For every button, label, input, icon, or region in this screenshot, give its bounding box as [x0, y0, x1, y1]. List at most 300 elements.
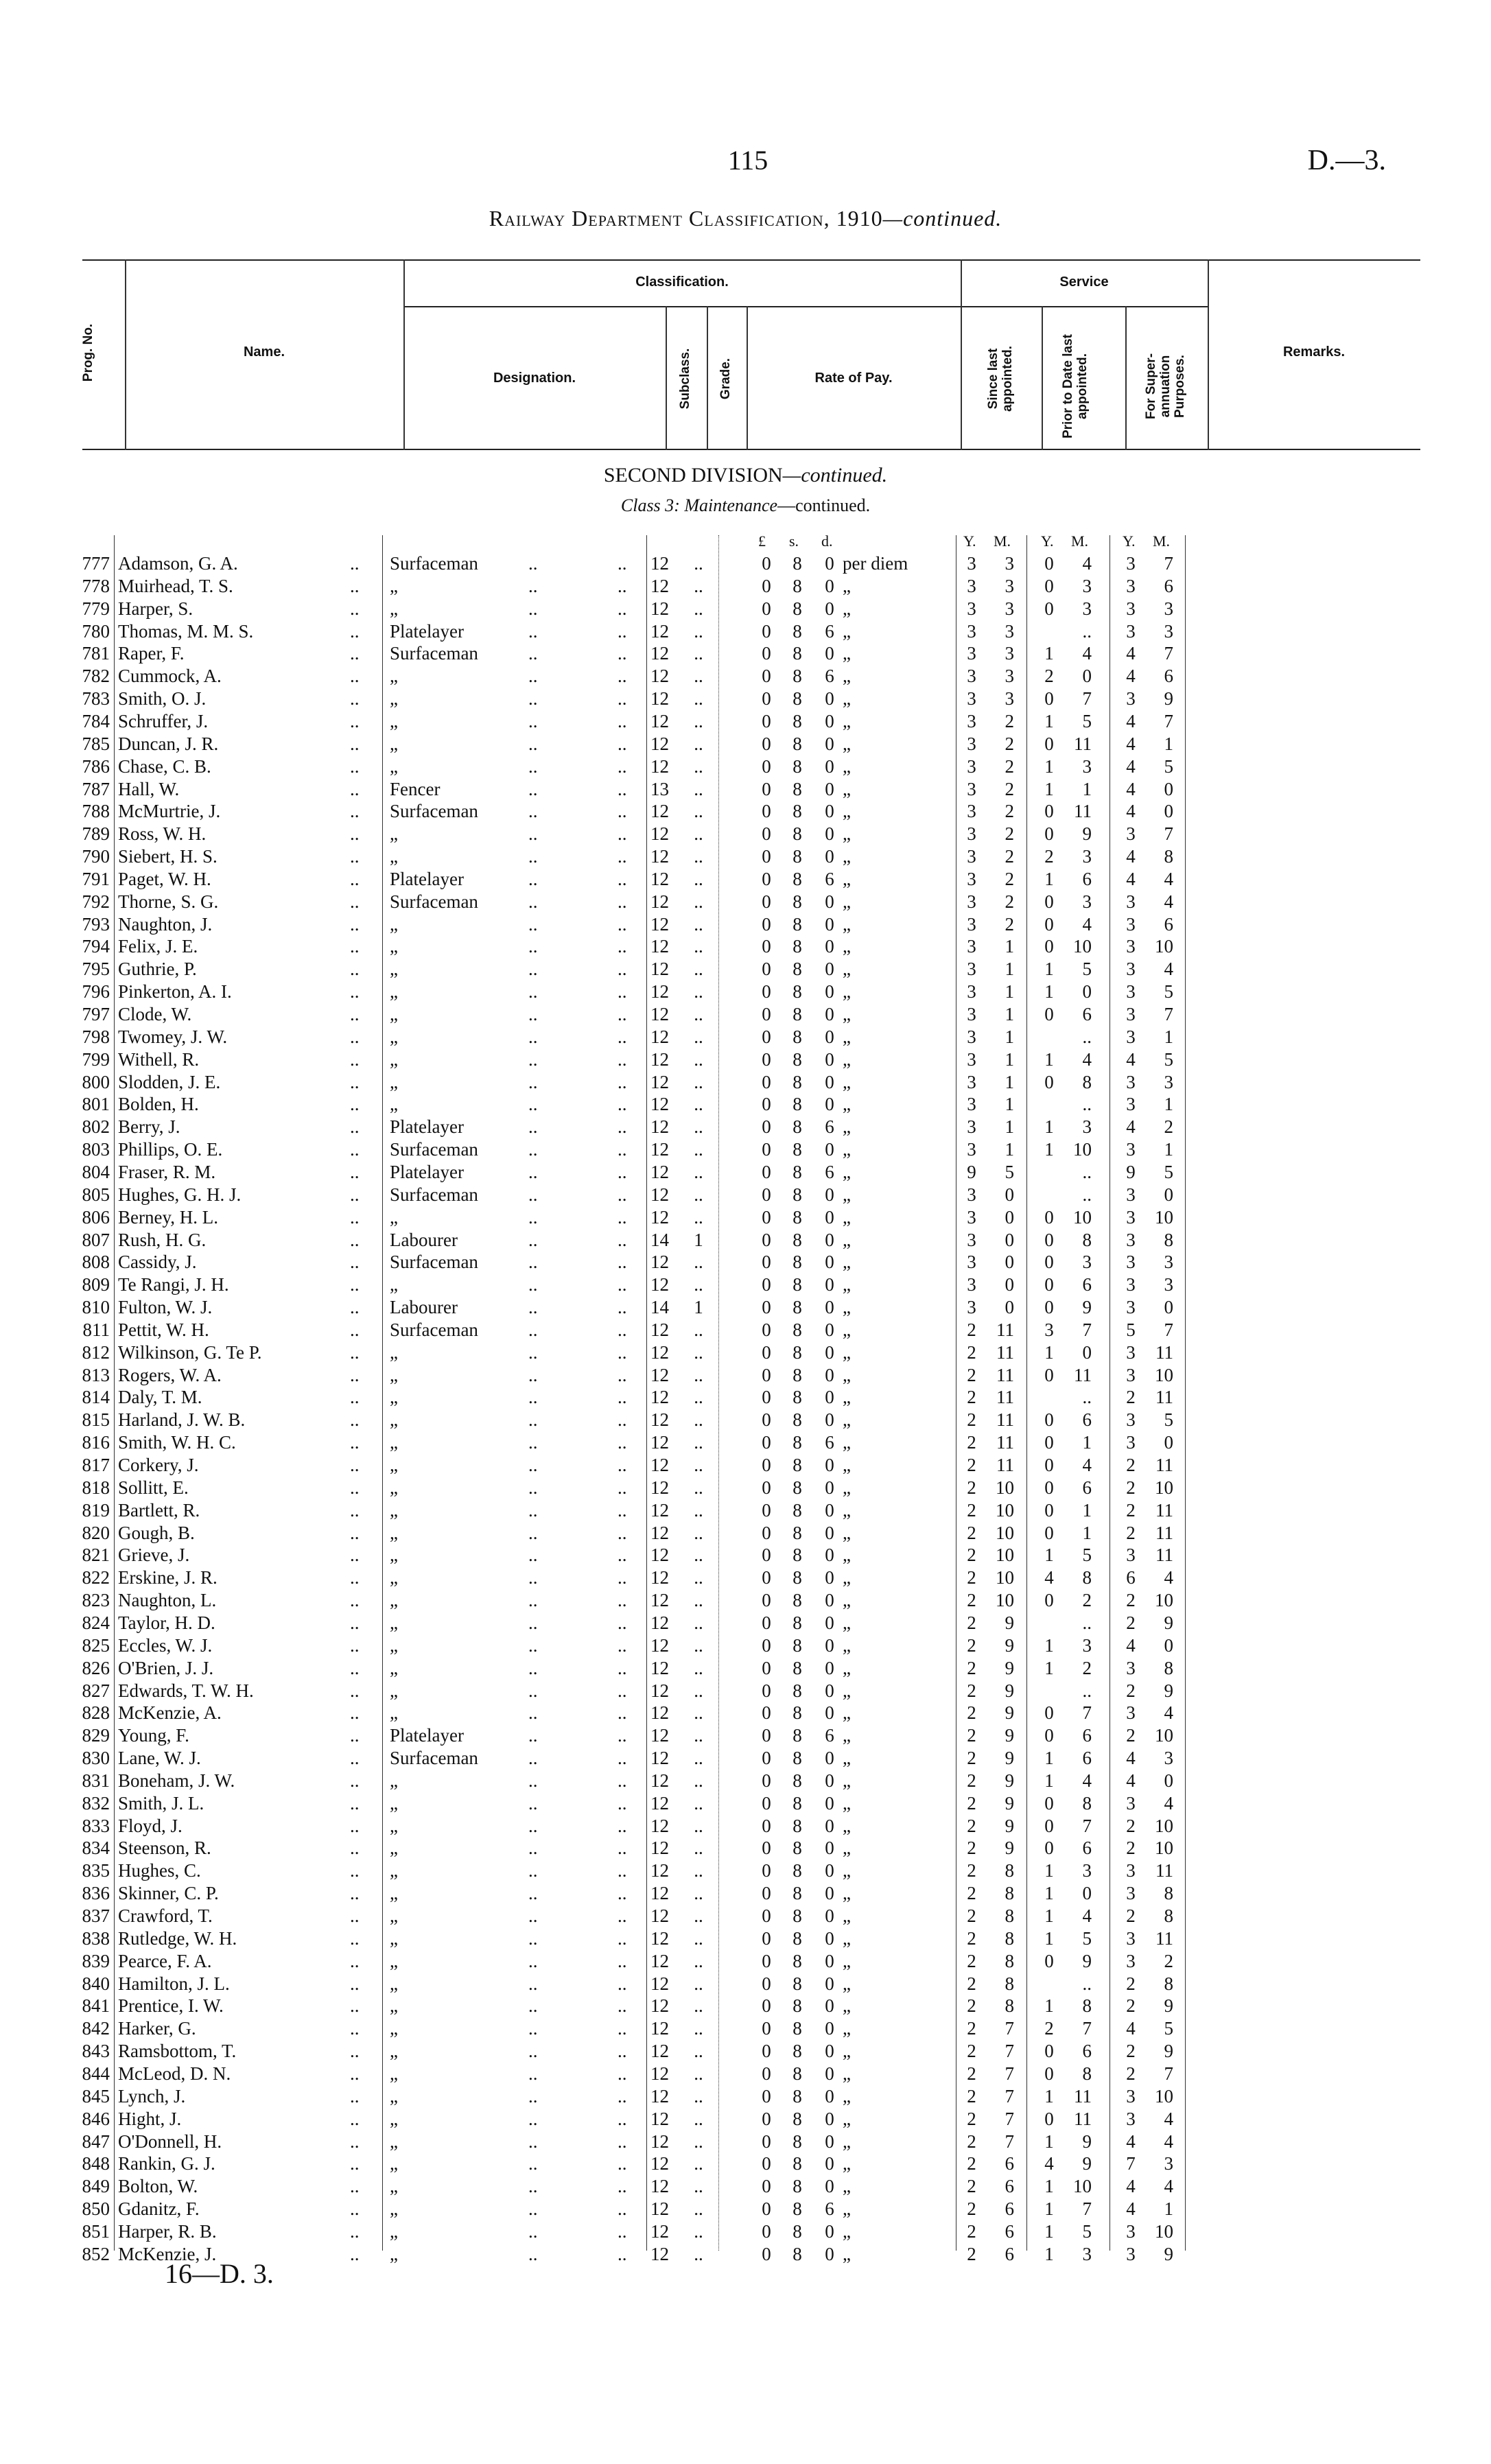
designation: „ — [390, 1274, 398, 1295]
prog-number: 808 — [82, 1252, 110, 1273]
since-years: 2 — [967, 1319, 976, 1340]
leader-dots: .. — [528, 575, 538, 596]
grade: 12 — [650, 666, 669, 687]
prog-number: 829 — [82, 1725, 110, 1746]
grade: 12 — [650, 1883, 669, 1904]
designation: Fencer — [390, 778, 441, 799]
subclass: .. — [694, 868, 703, 889]
subclass: .. — [694, 1748, 703, 1769]
leader-dots: .. — [618, 643, 627, 664]
prior-months: 1 — [1082, 1432, 1092, 1453]
leader-dots: .. — [618, 1612, 627, 1633]
leader-dots: .. — [618, 710, 627, 731]
designation: „ — [390, 666, 398, 687]
designation: „ — [390, 1927, 398, 1949]
rate-period: „ — [843, 1499, 851, 1521]
subclass: .. — [694, 553, 703, 574]
rate-period: „ — [843, 1252, 851, 1273]
rate-shillings: 8 — [793, 1026, 802, 1047]
designation: „ — [390, 1567, 398, 1588]
designation: Surfaceman — [390, 1252, 478, 1273]
prog-number: 819 — [82, 1499, 110, 1521]
rate-pence: 0 — [825, 913, 834, 935]
super-years: 4 — [1126, 755, 1136, 777]
prog-number: 797 — [82, 1004, 110, 1024]
designation: „ — [390, 1026, 398, 1047]
prog-number: 782 — [82, 666, 110, 687]
table-row — [0, 1431, 1491, 1454]
prior-months: 9 — [1082, 1950, 1092, 1971]
prog-number: 850 — [82, 2198, 110, 2220]
subclass: .. — [694, 1770, 703, 1791]
prior-years: 1 — [1044, 981, 1054, 1002]
since-months: 9 — [1005, 1634, 1014, 1656]
prior-years: 0 — [1044, 2063, 1054, 2084]
super-years: 4 — [1126, 778, 1136, 799]
prog-number: 820 — [82, 1522, 110, 1543]
super-months: 0 — [1164, 1770, 1173, 1791]
header-divider — [666, 306, 667, 450]
super-years: 3 — [1126, 823, 1136, 845]
prior-years: 4 — [1044, 1567, 1054, 1588]
rate-pounds: 0 — [762, 1748, 771, 1769]
employee-name: Sollitt, E. — [118, 1477, 189, 1498]
table-row — [0, 688, 1491, 710]
rate-pence: 0 — [825, 1950, 834, 1971]
rate-pence: 0 — [825, 553, 834, 574]
leader-dots: .. — [618, 1094, 627, 1115]
table-row — [0, 2085, 1491, 2108]
prog-number: 795 — [82, 959, 110, 980]
leader-dots: .. — [618, 1590, 627, 1611]
prog-number: 779 — [82, 598, 110, 619]
rate-pounds: 0 — [762, 2198, 771, 2220]
rate-shillings: 8 — [793, 1455, 802, 1475]
prior-months: 6 — [1082, 1274, 1092, 1295]
designation: „ — [390, 1364, 398, 1385]
super-months: 10 — [1155, 1364, 1173, 1385]
since-months: 2 — [1005, 710, 1014, 731]
super-years: 4 — [1126, 710, 1136, 731]
prior-years: 0 — [1044, 1950, 1054, 1971]
table-row — [0, 845, 1491, 868]
rate-period: „ — [843, 1590, 851, 1611]
subclass: .. — [694, 1973, 703, 1994]
prior-months: .. — [1082, 1973, 1092, 1994]
since-years: 3 — [967, 1229, 976, 1250]
super-years: 4 — [1126, 2018, 1136, 2039]
leader-dots: .. — [618, 1319, 627, 1340]
rate-pence: 0 — [825, 801, 834, 822]
since-months: 2 — [1005, 778, 1014, 799]
grade: 14 — [650, 1297, 669, 1318]
employee-name: McMurtrie, J. — [118, 801, 221, 822]
designation: Surfaceman — [390, 1319, 478, 1340]
rate-pence: 0 — [825, 1567, 834, 1588]
employee-name: O'Brien, J. J. — [118, 1657, 214, 1678]
prior-months: 3 — [1082, 1634, 1092, 1656]
designation: „ — [390, 1995, 398, 2017]
subclass: .. — [694, 710, 703, 731]
leader-dots: .. — [528, 1206, 538, 1228]
table-row — [0, 1341, 1491, 1364]
super-months: 10 — [1155, 1815, 1173, 1836]
super-years: 3 — [1126, 2220, 1136, 2242]
leader-dots: .. — [618, 1341, 627, 1363]
rate-period: „ — [843, 1612, 851, 1633]
table-row — [0, 1364, 1491, 1387]
rate-period: „ — [843, 1094, 851, 1115]
rate-pence: 6 — [825, 620, 834, 642]
leader-dots: .. — [528, 1387, 538, 1408]
leader-dots: .. — [528, 710, 538, 731]
leader-dots: .. — [528, 2041, 538, 2062]
table-row — [0, 868, 1491, 891]
super-months: 3 — [1164, 1748, 1173, 1769]
rate-period: „ — [843, 823, 851, 845]
prior-years: 3 — [1044, 1319, 1054, 1340]
title-main: Railway Department Classification, 1910 — [489, 206, 883, 231]
leader-dots: .. — [528, 1883, 538, 1904]
leader-dots: .. — [350, 1004, 360, 1024]
unit-shillings: s. — [789, 532, 799, 550]
since-years: 3 — [967, 575, 976, 596]
subclass: .. — [694, 2131, 703, 2152]
prior-months: 6 — [1082, 868, 1092, 889]
table-row — [0, 1138, 1491, 1161]
rate-shillings: 8 — [793, 2198, 802, 2220]
rate-pence: 0 — [825, 1319, 834, 1340]
rate-period: „ — [843, 959, 851, 980]
prog-number: 840 — [82, 1973, 110, 1994]
grade: 12 — [650, 868, 669, 889]
rate-pounds: 0 — [762, 1139, 771, 1160]
rate-pounds: 0 — [762, 733, 771, 754]
employee-name: Felix, J. E. — [118, 936, 198, 957]
rate-shillings: 8 — [793, 1680, 802, 1701]
since-months: 0 — [1005, 1184, 1014, 1205]
since-years: 3 — [967, 620, 976, 642]
employee-name: McKenzie, A. — [118, 1702, 222, 1724]
employee-name: Hamilton, J. L. — [118, 1973, 230, 1994]
leader-dots: .. — [528, 1545, 538, 1566]
designation: „ — [390, 1973, 398, 1994]
rate-period: „ — [843, 1883, 851, 1904]
designation: „ — [390, 1477, 398, 1498]
leader-dots: .. — [528, 1026, 538, 1047]
since-months: 9 — [1005, 1838, 1014, 1859]
grade: 13 — [650, 778, 669, 799]
rate-pence: 0 — [825, 2220, 834, 2242]
employee-name: Lane, W. J. — [118, 1748, 201, 1769]
table-row — [0, 1206, 1491, 1229]
leader-dots: .. — [528, 2220, 538, 2242]
since-months: 0 — [1005, 1252, 1014, 1273]
designation: „ — [390, 575, 398, 596]
header-rate-of-pay: Rate of Pay. — [814, 371, 893, 386]
prog-number: 826 — [82, 1657, 110, 1678]
rate-pence: 0 — [825, 733, 834, 754]
prior-years: 0 — [1044, 1792, 1054, 1814]
leader-dots: .. — [528, 1522, 538, 1543]
since-years: 2 — [967, 2108, 976, 2129]
grade: 12 — [650, 1094, 669, 1115]
prior-years: 0 — [1044, 1274, 1054, 1295]
grade: 12 — [650, 1792, 669, 1814]
subclass: .. — [694, 1590, 703, 1611]
leader-dots: .. — [350, 1770, 360, 1791]
rate-period: „ — [843, 710, 851, 731]
rate-pounds: 0 — [762, 1522, 771, 1543]
employee-name: Fraser, R. M. — [118, 1161, 216, 1182]
rate-shillings: 8 — [793, 1048, 802, 1070]
rate-period: „ — [843, 598, 851, 619]
leader-dots: .. — [350, 620, 360, 642]
rate-pounds: 0 — [762, 1071, 771, 1092]
rate-pence: 6 — [825, 1161, 834, 1182]
grade: 12 — [650, 1770, 669, 1791]
leader-dots: .. — [528, 2108, 538, 2129]
since-years: 3 — [967, 891, 976, 912]
rate-pounds: 0 — [762, 936, 771, 957]
since-months: 11 — [996, 1409, 1014, 1431]
rate-pounds: 0 — [762, 1387, 771, 1408]
table-row — [0, 1386, 1491, 1409]
prog-number: 778 — [82, 575, 110, 596]
grade: 12 — [650, 2018, 669, 2039]
designation: „ — [390, 2131, 398, 2152]
super-months: 11 — [1155, 1860, 1173, 1881]
rate-period: „ — [843, 2108, 851, 2129]
since-months: 3 — [1005, 688, 1014, 709]
rate-pence: 0 — [825, 1184, 834, 1205]
prior-months: 8 — [1082, 1567, 1092, 1588]
subclass: .. — [694, 1455, 703, 1475]
rate-shillings: 8 — [793, 1567, 802, 1588]
leader-dots: .. — [618, 688, 627, 709]
prog-number: 798 — [82, 1026, 110, 1047]
rate-period: „ — [843, 1770, 851, 1791]
super-years: 4 — [1126, 2131, 1136, 2152]
grade: 12 — [650, 1815, 669, 1836]
employee-name: Cassidy, J. — [118, 1252, 197, 1273]
since-years: 2 — [967, 1634, 976, 1656]
leader-dots: .. — [618, 868, 627, 889]
super-years: 4 — [1126, 643, 1136, 664]
super-years: 3 — [1126, 1229, 1136, 1250]
header-designation: Designation. — [493, 371, 576, 386]
prior-years: 0 — [1044, 936, 1054, 957]
rate-period: „ — [843, 1297, 851, 1318]
super-years: 4 — [1126, 2198, 1136, 2220]
rate-shillings: 8 — [793, 1860, 802, 1881]
table-row — [0, 2017, 1491, 2040]
leader-dots: .. — [618, 1634, 627, 1656]
prior-years: 0 — [1044, 1229, 1054, 1250]
prior-years: 0 — [1044, 733, 1054, 754]
since-months: 6 — [1005, 2153, 1014, 2174]
prog-number: 849 — [82, 2176, 110, 2197]
since-years: 3 — [967, 1297, 976, 1318]
rate-pounds: 0 — [762, 2131, 771, 2152]
super-months: 4 — [1164, 1792, 1173, 1814]
leader-dots: .. — [528, 981, 538, 1002]
leader-dots: .. — [618, 1071, 627, 1092]
leader-dots: .. — [528, 913, 538, 935]
designation: „ — [390, 1206, 398, 1228]
prior-years: 0 — [1044, 1590, 1054, 1611]
super-years: 3 — [1126, 1950, 1136, 1971]
grade: 12 — [650, 1590, 669, 1611]
subclass: .. — [694, 1206, 703, 1228]
rate-pence: 0 — [825, 1905, 834, 1926]
rate-pence: 0 — [825, 2153, 834, 2174]
rate-pence: 0 — [825, 1274, 834, 1295]
rate-period: „ — [843, 1229, 851, 1250]
rate-period: „ — [843, 1567, 851, 1588]
rate-pounds: 0 — [762, 959, 771, 980]
employee-name: Crawford, T. — [118, 1905, 213, 1926]
super-years: 3 — [1126, 575, 1136, 596]
grade: 12 — [650, 1274, 669, 1295]
super-months: 5 — [1164, 1409, 1173, 1431]
super-months: 0 — [1164, 1184, 1173, 1205]
leader-dots: .. — [618, 1567, 627, 1588]
table-row — [0, 1161, 1491, 1184]
grade: 12 — [650, 553, 669, 574]
rate-pounds: 0 — [762, 801, 771, 822]
rate-pounds: 0 — [762, 1252, 771, 1273]
leader-dots: .. — [618, 1364, 627, 1385]
header-bottom-rule — [82, 449, 1420, 450]
rate-period: „ — [843, 1455, 851, 1475]
super-years: 3 — [1126, 1545, 1136, 1566]
employee-name: Naughton, L. — [118, 1590, 217, 1611]
leader-dots: .. — [350, 1725, 360, 1746]
rate-shillings: 8 — [793, 733, 802, 754]
employee-name: Edwards, T. W. H. — [118, 1680, 254, 1701]
rate-pounds: 0 — [762, 710, 771, 731]
leader-dots: .. — [350, 1477, 360, 1498]
designation: „ — [390, 846, 398, 867]
rate-period: „ — [843, 1409, 851, 1431]
super-years: 4 — [1126, 1116, 1136, 1138]
super-months: 11 — [1155, 1927, 1173, 1949]
rate-period: „ — [843, 2198, 851, 2220]
since-years: 3 — [967, 936, 976, 957]
leader-dots: .. — [350, 1387, 360, 1408]
prog-number: 790 — [82, 846, 110, 867]
rate-pence: 0 — [825, 1590, 834, 1611]
prior-months: 11 — [1074, 733, 1092, 754]
prog-number: 817 — [82, 1455, 110, 1475]
subclass: .. — [694, 1048, 703, 1070]
employee-name: Rutledge, W. H. — [118, 1927, 237, 1949]
table-row — [0, 1229, 1491, 1252]
super-years: 3 — [1126, 1702, 1136, 1724]
leader-dots: .. — [528, 1770, 538, 1791]
rate-pounds: 0 — [762, 1297, 771, 1318]
prog-number: 787 — [82, 778, 110, 799]
employee-name: Adamson, G. A. — [118, 553, 238, 574]
grade: 12 — [650, 2108, 669, 2129]
designation: „ — [390, 755, 398, 777]
since-months: 1 — [1005, 1094, 1014, 1115]
since-months: 10 — [996, 1477, 1014, 1498]
super-years: 3 — [1126, 2108, 1136, 2129]
rate-period: „ — [843, 1860, 851, 1881]
leader-dots: .. — [618, 1048, 627, 1070]
leader-dots: .. — [618, 1657, 627, 1678]
rate-pounds: 0 — [762, 2108, 771, 2129]
designation: „ — [390, 1590, 398, 1611]
rate-pence: 0 — [825, 1680, 834, 1701]
leader-dots: .. — [528, 666, 538, 687]
rate-shillings: 8 — [793, 1184, 802, 1205]
super-years: 3 — [1126, 2243, 1136, 2264]
since-years: 2 — [967, 1838, 976, 1859]
rate-period: „ — [843, 2153, 851, 2174]
prior-years: 1 — [1044, 2131, 1054, 2152]
leader-dots: .. — [618, 1004, 627, 1024]
since-months: 2 — [1005, 913, 1014, 935]
employee-name: Te Rangi, J. H. — [118, 1274, 229, 1295]
employee-name: Berney, H. L. — [118, 1206, 218, 1228]
super-years: 2 — [1126, 1499, 1136, 1521]
since-months: 7 — [1005, 2018, 1014, 2039]
employee-name: Hall, W. — [118, 778, 180, 799]
since-months: 2 — [1005, 846, 1014, 867]
rate-shillings: 8 — [793, 553, 802, 574]
leader-dots: .. — [618, 2198, 627, 2220]
prior-months: .. — [1082, 1184, 1092, 1205]
super-months: 7 — [1164, 643, 1173, 664]
rate-period: „ — [843, 2018, 851, 2039]
table-row — [0, 1589, 1491, 1612]
prior-years: 1 — [1044, 868, 1054, 889]
page-title — [0, 206, 1491, 231]
leader-dots: .. — [528, 1432, 538, 1453]
employee-name: Harper, S. — [118, 598, 193, 619]
rate-pounds: 0 — [762, 1680, 771, 1701]
rate-shillings: 8 — [793, 2063, 802, 2084]
prior-years: 1 — [1044, 2243, 1054, 2264]
grade: 12 — [650, 913, 669, 935]
prog-number: 842 — [82, 2018, 110, 2039]
leader-dots: .. — [618, 620, 627, 642]
prog-number: 821 — [82, 1545, 110, 1566]
leader-dots: .. — [350, 846, 360, 867]
rate-pence: 0 — [825, 1341, 834, 1363]
since-years: 2 — [967, 1387, 976, 1408]
super-years: 3 — [1126, 1860, 1136, 1881]
rate-pence: 0 — [825, 823, 834, 845]
table-row — [0, 1026, 1491, 1048]
subclass: .. — [694, 1004, 703, 1024]
leader-dots: .. — [350, 1206, 360, 1228]
since-years: 3 — [967, 733, 976, 754]
prior-years: 1 — [1044, 2085, 1054, 2107]
rate-period: „ — [843, 981, 851, 1002]
super-months: 11 — [1155, 1387, 1173, 1408]
leader-dots: .. — [618, 1387, 627, 1408]
rate-pounds: 0 — [762, 778, 771, 799]
leader-dots: .. — [350, 1838, 360, 1859]
employee-name: Rankin, G. J. — [118, 2153, 215, 2174]
leader-dots: .. — [528, 1319, 538, 1340]
table-row — [0, 1477, 1491, 1499]
super-months: 6 — [1164, 913, 1173, 935]
